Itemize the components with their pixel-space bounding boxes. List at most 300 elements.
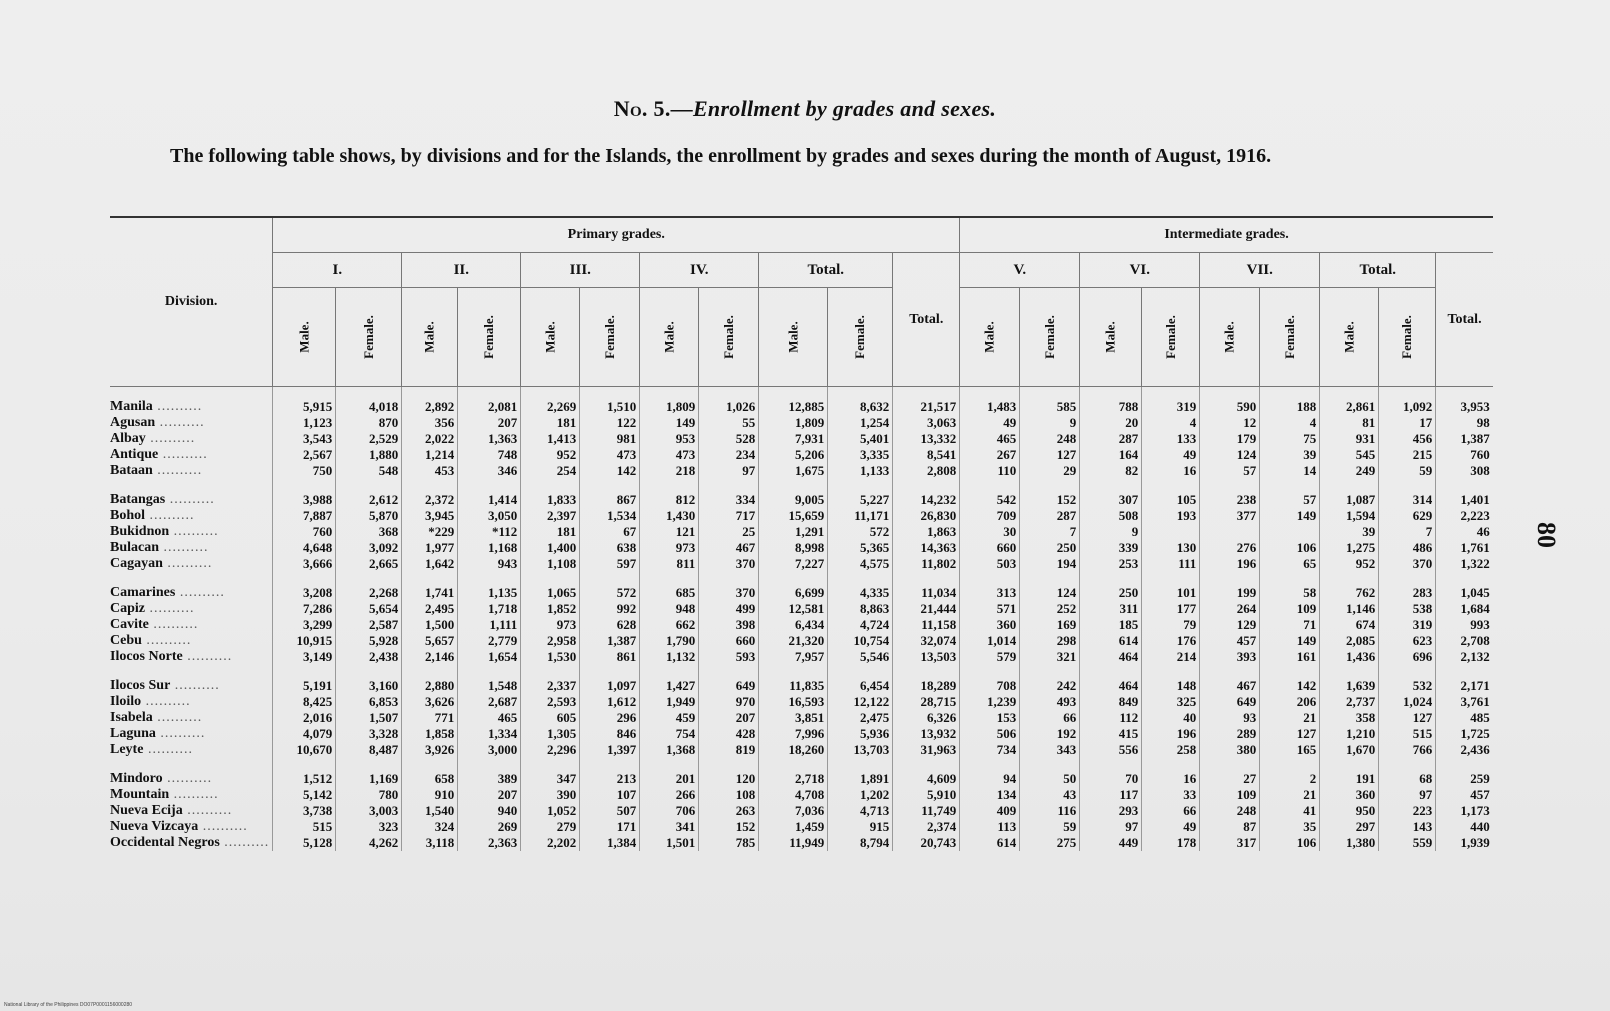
table-cell: 4,575	[828, 556, 893, 572]
table-cell: 780	[336, 787, 402, 803]
leader-dots: ..........	[158, 447, 208, 462]
female-label: Female.	[720, 314, 736, 359]
table-cell: 750	[273, 463, 336, 479]
table-cell: 3,000	[458, 742, 521, 758]
table-cell: 1,397	[580, 742, 640, 758]
table-cell: 20,743	[893, 835, 960, 851]
table-cell: 127	[1379, 710, 1436, 726]
table-cell: 325	[1142, 694, 1200, 710]
table-cell: 1,594	[1320, 508, 1379, 524]
table-cell: 8,632	[828, 387, 893, 416]
table-cell: 29	[1020, 463, 1080, 479]
table-cell: 207	[699, 710, 759, 726]
table-cell: 4	[1260, 415, 1320, 431]
division-label: Albay	[110, 431, 146, 446]
table-cell: 11,749	[893, 803, 960, 819]
leader-dots: ..........	[152, 399, 203, 414]
leader-dots: ..........	[145, 431, 196, 446]
table-cell: 2,146	[402, 649, 458, 665]
table-cell: 8,541	[893, 447, 960, 463]
table-cell: 1,014	[960, 633, 1020, 649]
table-cell: 109	[1200, 787, 1260, 803]
leader-dots: ..........	[162, 771, 213, 786]
table-cell: 1,501	[640, 835, 699, 851]
table-cell: 2,397	[521, 508, 580, 524]
table-cell: 2,567	[273, 447, 336, 463]
table-cell: 940	[458, 803, 521, 819]
table-cell: 346	[458, 463, 521, 479]
table-cell: 12,122	[828, 694, 893, 710]
table-cell: 97	[1379, 787, 1436, 803]
grade-header: IV.	[640, 253, 759, 288]
table-cell: 380	[1200, 742, 1260, 758]
table-cell: 1,214	[402, 447, 458, 463]
table-cell: 11,158	[893, 617, 960, 633]
table-cell: 3,208	[273, 572, 336, 601]
leader-dots: ..........	[141, 633, 192, 648]
table-cell: 3,543	[273, 431, 336, 447]
table-cell: 7,957	[759, 649, 828, 665]
division-name	[110, 758, 273, 787]
table-cell: 7,931	[759, 431, 828, 447]
table-cell: 149	[1260, 508, 1320, 524]
table-cell: 973	[521, 617, 580, 633]
table-cell: 1,675	[759, 463, 828, 479]
table-cell: 2,687	[458, 694, 521, 710]
table-row	[110, 617, 1493, 633]
table-cell: 107	[580, 787, 640, 803]
table-cell: 5,654	[336, 601, 402, 617]
table-cell: 649	[1200, 694, 1260, 710]
table-cell: 4,609	[893, 758, 960, 787]
table-cell: 49	[1142, 447, 1200, 463]
table-cell: 662	[640, 617, 699, 633]
table-cell: 1,202	[828, 787, 893, 803]
table-cell: 39	[1320, 524, 1379, 540]
table-cell: 10,670	[273, 742, 336, 758]
division-name	[110, 665, 273, 694]
table-cell: 26,830	[893, 508, 960, 524]
table-row	[110, 803, 1493, 819]
table-cell: 456	[1379, 431, 1436, 447]
table-cell: 341	[640, 819, 699, 835]
table-cell: 164	[1080, 447, 1142, 463]
table-cell	[1200, 524, 1260, 540]
female-label: Female.	[1281, 314, 1297, 359]
table-row	[110, 556, 1493, 572]
table-row	[110, 649, 1493, 665]
table-cell: 614	[960, 835, 1020, 851]
table-cell: 706	[640, 803, 699, 819]
division-label: Manila	[110, 399, 153, 414]
table-cell: 13,703	[828, 742, 893, 758]
division-label: Ilocos Sur	[110, 678, 171, 693]
table-cell: 360	[1320, 787, 1379, 803]
table-row	[110, 633, 1493, 649]
table-cell: 149	[640, 415, 699, 431]
table-cell: 2,016	[273, 710, 336, 726]
table-cell: 649	[699, 665, 759, 694]
table-cell: 106	[1260, 835, 1320, 851]
table-cell: 1,809	[759, 415, 828, 431]
division-name	[110, 415, 273, 431]
table-cell: 981	[580, 431, 640, 447]
table-cell: 1,168	[458, 540, 521, 556]
table-cell: 1,459	[759, 819, 828, 835]
table-cell: 4,262	[336, 835, 402, 851]
grade-header: I.	[273, 253, 402, 288]
table-cell: 275	[1020, 835, 1080, 851]
table-cell: 18,289	[893, 665, 960, 694]
table-cell: 473	[580, 447, 640, 463]
table-cell: 1,718	[458, 601, 521, 617]
division-label: Bohol	[110, 508, 146, 523]
leader-dots: ..........	[155, 415, 205, 430]
female-label: Female.	[1399, 314, 1415, 359]
male-label: Male.	[1221, 320, 1237, 353]
division-label: Occidental Negros	[110, 835, 220, 850]
table-cell: 178	[1142, 835, 1200, 851]
table-cell: 590	[1200, 387, 1260, 416]
table-cell: 32,074	[893, 633, 960, 649]
table-row	[110, 758, 1493, 787]
table-cell: 1,512	[273, 758, 336, 787]
table-cell: 623	[1379, 633, 1436, 649]
table-cell: 57	[1200, 463, 1260, 479]
division-name	[110, 447, 273, 463]
table-cell: 1,427	[640, 665, 699, 694]
table-cell: 324	[402, 819, 458, 835]
table-cell: 465	[458, 710, 521, 726]
table-cell: 49	[1142, 819, 1200, 835]
division-label: Isabela	[110, 710, 153, 725]
table-cell: 2,880	[402, 665, 458, 694]
table-row	[110, 431, 1493, 447]
table-cell: 1,809	[640, 387, 699, 416]
table-cell: 2,132	[1436, 649, 1493, 665]
table-cell: 2,296	[521, 742, 580, 758]
table-cell: 112	[1080, 710, 1142, 726]
table-cell: 771	[402, 710, 458, 726]
table-cell: 360	[960, 617, 1020, 633]
table-cell: 1,761	[1436, 540, 1493, 556]
table-cell: 152	[699, 819, 759, 835]
table-cell: 194	[1020, 556, 1080, 572]
table-cell: 297	[1320, 819, 1379, 835]
table-cell: 415	[1080, 726, 1142, 742]
table-cell: 193	[1142, 508, 1200, 524]
page-number: 80	[1532, 522, 1561, 548]
table-cell: 2,269	[521, 387, 580, 416]
table-cell: 267	[960, 447, 1020, 463]
table-cell: 181	[521, 524, 580, 540]
table-cell: 287	[1080, 431, 1142, 447]
table-cell: 11,171	[828, 508, 893, 524]
male-label: Male.	[785, 320, 801, 353]
table-cell: 116	[1020, 803, 1080, 819]
table-cell: 20	[1080, 415, 1142, 431]
table-cell: 2,363	[458, 835, 521, 851]
table-cell: 2,171	[1436, 665, 1493, 694]
table-cell: 279	[521, 819, 580, 835]
table-cell: 70	[1080, 758, 1142, 787]
table-cell: 708	[960, 665, 1020, 694]
table-cell: 289	[1200, 726, 1260, 742]
female-column-header	[699, 288, 759, 387]
table-cell: 8,794	[828, 835, 893, 851]
table-cell: 130	[1142, 540, 1200, 556]
table-cell: 409	[960, 803, 1020, 819]
table-cell: 124	[1020, 572, 1080, 601]
division-header: Division.	[110, 217, 273, 387]
division-label: Bukidnon	[110, 524, 170, 539]
table-cell: 124	[1200, 447, 1260, 463]
grade-header: VII.	[1200, 253, 1320, 288]
table-cell: 5,227	[828, 479, 893, 508]
table-cell: 1,500	[402, 617, 458, 633]
table-cell: 545	[1320, 447, 1379, 463]
table-cell: 861	[580, 649, 640, 665]
table-cell: 181	[521, 415, 580, 431]
table-cell: 9	[1080, 524, 1142, 540]
division-label: Bataan	[110, 463, 153, 478]
table-cell: 358	[1320, 710, 1379, 726]
table-cell: 1,642	[402, 556, 458, 572]
table-cell: 3,666	[273, 556, 336, 572]
table-cell: 1,239	[960, 694, 1020, 710]
table-cell: 8,998	[759, 540, 828, 556]
intermediate-grades-header: Intermediate grades.	[960, 217, 1493, 253]
female-label: Female.	[1041, 314, 1057, 359]
table-cell: 121	[640, 524, 699, 540]
table-cell: 87	[1200, 819, 1260, 835]
male-label: Male.	[661, 320, 677, 353]
grade-header: V.	[960, 253, 1080, 288]
division-label: Batangas	[110, 492, 166, 507]
division-label: Laguna	[110, 726, 156, 741]
division-name	[110, 649, 273, 665]
table-cell: 943	[458, 556, 521, 572]
table-cell: 258	[1142, 742, 1200, 758]
table-cell: 149	[1260, 633, 1320, 649]
table-cell	[1260, 524, 1320, 540]
table-cell: 6,434	[759, 617, 828, 633]
table-cell: 389	[458, 758, 521, 787]
table-cell: 71	[1260, 617, 1320, 633]
table-cell: 2,708	[1436, 633, 1493, 649]
division-name	[110, 787, 273, 803]
table-cell: 12,885	[759, 387, 828, 416]
table-cell: 250	[1080, 572, 1142, 601]
table-row	[110, 387, 1493, 416]
male-label: Male.	[981, 320, 997, 353]
male-label: Male.	[542, 320, 558, 353]
table-cell: 252	[1020, 601, 1080, 617]
table-cell: 453	[402, 463, 458, 479]
table-cell: 948	[640, 601, 699, 617]
table-cell: 2,665	[336, 556, 402, 572]
table-cell: 5,928	[336, 633, 402, 649]
table-cell: 3,926	[402, 742, 458, 758]
table-cell: 7,036	[759, 803, 828, 819]
table-cell: 33	[1142, 787, 1200, 803]
table-cell: 485	[1436, 710, 1493, 726]
table-cell: 1,322	[1436, 556, 1493, 572]
table-cell: 50	[1020, 758, 1080, 787]
table-cell: 4,713	[828, 803, 893, 819]
table-cell: 1,132	[640, 649, 699, 665]
table-cell: 528	[699, 431, 759, 447]
table-cell: 30	[960, 524, 1020, 540]
table-cell: 457	[1200, 633, 1260, 649]
leader-dots: ..........	[165, 492, 215, 507]
table-cell: 129	[1200, 617, 1260, 633]
table-cell: 538	[1379, 601, 1436, 617]
table-cell: 1,065	[521, 572, 580, 601]
division-name	[110, 556, 273, 572]
leader-dots: ..........	[152, 463, 203, 478]
table-cell: 1,430	[640, 508, 699, 524]
table-cell: 266	[640, 787, 699, 803]
archive-footer: National Library of the Philippines DO07P0001156000280	[4, 1002, 133, 1008]
table-cell: 1,024	[1379, 694, 1436, 710]
table-cell: 734	[960, 742, 1020, 758]
table-cell: 660	[699, 633, 759, 649]
table-cell: 2,337	[521, 665, 580, 694]
table-cell: 82	[1080, 463, 1142, 479]
table-cell: 133	[1142, 431, 1200, 447]
division-name	[110, 633, 273, 649]
table-cell: 122	[580, 415, 640, 431]
table-cell: 8,487	[336, 742, 402, 758]
table-cell: 819	[699, 742, 759, 758]
division-label: Cagayan	[110, 556, 163, 571]
table-cell: 1,210	[1320, 726, 1379, 742]
table-cell: 788	[1080, 387, 1142, 416]
table-row	[110, 742, 1493, 758]
table-cell: 43	[1020, 787, 1080, 803]
table-cell: 992	[580, 601, 640, 617]
table-cell: 915	[828, 819, 893, 835]
table-cell: 1,123	[273, 415, 336, 431]
table-cell: 250	[1020, 540, 1080, 556]
male-column-header	[960, 288, 1020, 387]
table-cell: 2,085	[1320, 633, 1379, 649]
leader-dots: ..........	[182, 649, 233, 664]
table-cell: 18,260	[759, 742, 828, 758]
female-column-header	[580, 288, 640, 387]
male-column-header	[402, 288, 458, 387]
table-cell: 313	[960, 572, 1020, 601]
table-row	[110, 479, 1493, 508]
division-label: Ilocos Norte	[110, 649, 183, 664]
table-cell: 127	[1020, 447, 1080, 463]
table-cell: 10,915	[273, 633, 336, 649]
table-cell: 2,475	[828, 710, 893, 726]
table-cell: 148	[1142, 665, 1200, 694]
table-cell: 3,063	[893, 415, 960, 431]
table-cell: 1,401	[1436, 479, 1493, 508]
table-cell: 317	[1200, 835, 1260, 851]
table-cell: 59	[1379, 463, 1436, 479]
table-cell: 3,761	[1436, 694, 1493, 710]
table-cell: 238	[1200, 479, 1260, 508]
table-cell: 6,699	[759, 572, 828, 601]
table-cell: 161	[1260, 649, 1320, 665]
division-label: Capiz	[110, 601, 145, 616]
table-cell: 105	[1142, 479, 1200, 508]
table-cell: 109	[1260, 601, 1320, 617]
male-label: Male.	[421, 320, 437, 353]
table-cell: 17	[1379, 415, 1436, 431]
female-column-header	[1142, 288, 1200, 387]
table-cell: 2,436	[1436, 742, 1493, 758]
division-label: Mindoro	[110, 771, 163, 786]
table-cell: 113	[960, 819, 1020, 835]
table-cell: 950	[1320, 803, 1379, 819]
table-cell: 1,135	[458, 572, 521, 601]
table-cell: 5,657	[402, 633, 458, 649]
table-cell: 276	[1200, 540, 1260, 556]
table-cell: 323	[336, 819, 402, 835]
leader-dots: ..........	[169, 787, 219, 802]
table-cell: 59	[1020, 819, 1080, 835]
table-cell: 3,945	[402, 508, 458, 524]
table-cell: 766	[1379, 742, 1436, 758]
division-label: Nueva Ecija	[110, 803, 183, 818]
male-column-header	[1080, 288, 1142, 387]
table-cell: 192	[1020, 726, 1080, 742]
table-cell: 398	[699, 617, 759, 633]
table-cell: 3,851	[759, 710, 828, 726]
table-cell: 28,715	[893, 694, 960, 710]
table-cell: 13,503	[893, 649, 960, 665]
table-cell: 283	[1379, 572, 1436, 601]
table-cell: 4,648	[273, 540, 336, 556]
table-cell: 1,097	[580, 665, 640, 694]
table-cell: 98	[1436, 415, 1493, 431]
division-name	[110, 835, 273, 851]
table-cell: 2,958	[521, 633, 580, 649]
table-cell: 234	[699, 447, 759, 463]
table-cell: 515	[273, 819, 336, 835]
table-cell: 1,639	[1320, 665, 1379, 694]
table-cell: 5,401	[828, 431, 893, 447]
table-cell: 79	[1142, 617, 1200, 633]
table-cell: 321	[1020, 649, 1080, 665]
leader-dots: ..........	[152, 710, 203, 725]
table-cell: 1,384	[580, 835, 640, 851]
table-cell: 1,380	[1320, 835, 1379, 851]
table-cell: 111	[1142, 556, 1200, 572]
male-column-header	[1200, 288, 1260, 387]
table-cell: 143	[1379, 819, 1436, 835]
table-cell: 13,332	[893, 431, 960, 447]
table-cell: 1,169	[336, 758, 402, 787]
document-title	[0, 96, 1610, 122]
male-label: Male.	[1102, 320, 1118, 353]
table-cell: 2,438	[336, 649, 402, 665]
table-cell: 2,223	[1436, 508, 1493, 524]
table-cell: 213	[580, 758, 640, 787]
table-row	[110, 447, 1493, 463]
table-row	[110, 601, 1493, 617]
table-cell: 2,593	[521, 694, 580, 710]
leader-dots: ..........	[148, 617, 199, 632]
table-cell: 1,414	[458, 479, 521, 508]
table-cell: 7,996	[759, 726, 828, 742]
table-cell: 709	[960, 508, 1020, 524]
